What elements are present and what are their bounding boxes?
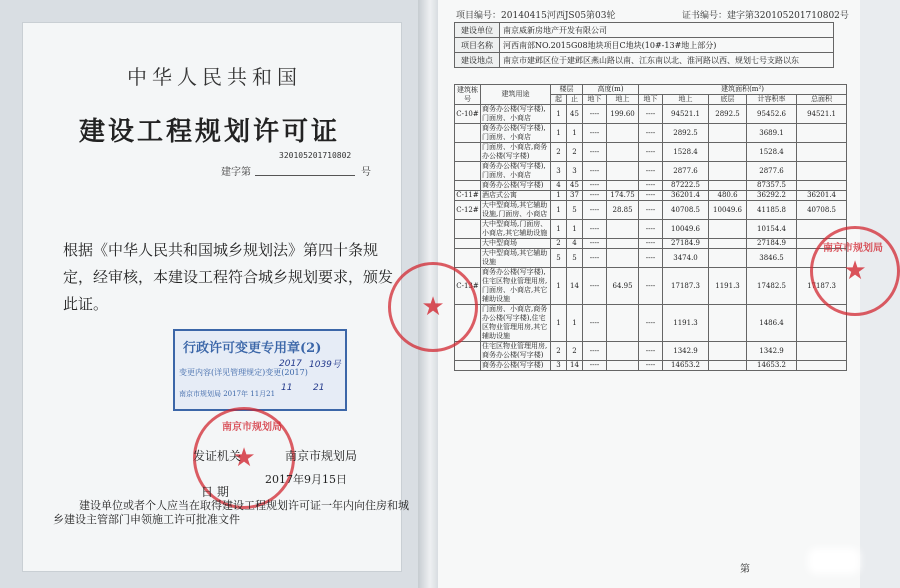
certificate-page bbox=[0, 0, 418, 588]
col-floors: 楼层 bbox=[551, 85, 583, 95]
table-cell-ha bbox=[607, 249, 639, 268]
table-cell-plot: 36292.2 bbox=[747, 191, 797, 201]
table-row bbox=[455, 342, 847, 361]
table-cell-end: 5 bbox=[567, 249, 583, 268]
certificate-number-suffix: 号 bbox=[361, 167, 371, 178]
change-stamp-title: 行政许可变更专用章(2) bbox=[183, 341, 322, 356]
table-row bbox=[455, 220, 847, 239]
table-cell-end: 4 bbox=[567, 239, 583, 249]
table-cell-bld: C-12# bbox=[455, 201, 481, 220]
table-cell-aa: 27184.9 bbox=[663, 239, 709, 249]
table-cell-base bbox=[709, 124, 747, 143]
table-cell-aa: 1528.4 bbox=[663, 143, 709, 162]
table-cell-ha bbox=[607, 305, 639, 342]
table-cell-bld: C-11# bbox=[456, 191, 479, 199]
table-cell-end: 45 bbox=[567, 105, 583, 124]
table-cell-total bbox=[797, 361, 847, 371]
certificate-number-prefix: 建字第 bbox=[221, 167, 251, 178]
table-cell-start: 1 bbox=[551, 105, 567, 124]
info-row bbox=[455, 38, 834, 53]
col-area-above: 地上 bbox=[663, 95, 709, 105]
table-cell-aa: 40708.5 bbox=[663, 201, 709, 220]
table-cell-base bbox=[709, 305, 747, 342]
col-area-base: 底层 bbox=[709, 95, 747, 105]
table-row bbox=[455, 268, 847, 305]
info-label: 项目名称 bbox=[455, 38, 500, 53]
table-cell-hu: ---- bbox=[583, 201, 607, 220]
table-cell-start: 4 bbox=[551, 181, 567, 191]
project-info-table bbox=[454, 22, 834, 68]
table-cell-start: 2 bbox=[551, 342, 567, 361]
table-cell-base: 10049.6 bbox=[709, 201, 747, 220]
table-cell-start: 1 bbox=[551, 305, 567, 342]
table-cell-bld bbox=[455, 361, 481, 371]
date-label: 日 期 bbox=[201, 485, 229, 499]
table-cell-au: ---- bbox=[639, 268, 663, 305]
table-cell-aa: 3474.0 bbox=[663, 249, 709, 268]
col-height: 高度(m) bbox=[583, 85, 639, 95]
table-cell-base bbox=[709, 239, 747, 249]
table-cell-au: ---- bbox=[639, 181, 663, 191]
table-cell-start: 2 bbox=[551, 239, 567, 249]
seal-star-icon: ★ bbox=[421, 292, 445, 322]
table-cell-au: ---- bbox=[639, 191, 663, 201]
certificate-basis-text: 根据《中华人民共和国城乡规划法》第四十条规定，经审核，本建设工程符合城乡规划要求，颁发此证。 bbox=[63, 241, 394, 313]
info-label: 建设地点 bbox=[455, 53, 500, 68]
table-cell-base bbox=[709, 143, 747, 162]
table-row bbox=[455, 143, 847, 162]
table-row bbox=[455, 105, 847, 124]
table-cell-use: 商务办公楼(写字楼),门面房、小商店 bbox=[481, 124, 551, 143]
table-cell-aa: 14653.2 bbox=[663, 361, 709, 371]
table-cell-use: 大中型商场 bbox=[481, 239, 551, 249]
table-cell-plot: 17482.5 bbox=[747, 268, 797, 305]
table-row bbox=[455, 124, 847, 143]
col-area: 建筑面积(m²) bbox=[639, 85, 847, 95]
table-cell-hu: ---- bbox=[583, 249, 607, 268]
table-cell-start: 2 bbox=[551, 143, 567, 162]
table-cell-au: ---- bbox=[639, 162, 663, 181]
table-cell-au: ---- bbox=[639, 361, 663, 371]
table-cell-bld: C-13# bbox=[455, 268, 481, 305]
cert-number-label: 证书编号： bbox=[682, 11, 728, 21]
cert-number bbox=[682, 8, 849, 21]
table-cell-end: 1 bbox=[567, 305, 583, 342]
info-value: 南京市建邺区位于建邺区燕山路以南、江东南以北、淮河路以西、规划七号支路以东 bbox=[500, 53, 834, 68]
col-area-total: 总面积 bbox=[797, 95, 847, 105]
table-cell-end: 2 bbox=[567, 342, 583, 361]
issue-date: 2017年9月15日 bbox=[265, 473, 347, 486]
table-row bbox=[455, 201, 847, 220]
table-cell-base bbox=[709, 181, 747, 191]
table-cell-au: ---- bbox=[639, 201, 663, 220]
cert-number-value: 建字第320105201710802号 bbox=[727, 11, 849, 21]
table-cell-plot: 1342.9 bbox=[747, 342, 797, 361]
table-cell-ha bbox=[607, 239, 639, 249]
table-cell-ha: 28.85 bbox=[607, 201, 639, 220]
table-cell-hu: ---- bbox=[583, 181, 607, 191]
table-cell-base: 480.6 bbox=[709, 191, 747, 201]
table-cell-hu: ---- bbox=[583, 239, 607, 249]
attachment-seal-text: 南京市规划局 bbox=[823, 243, 883, 254]
building-table-body bbox=[455, 105, 847, 371]
table-cell-aa: 10049.6 bbox=[663, 220, 709, 239]
info-label: 建设单位 bbox=[455, 23, 500, 38]
table-cell-ha: 199.60 bbox=[607, 105, 639, 124]
table-cell-hu: ---- bbox=[583, 191, 607, 201]
table-row bbox=[455, 191, 847, 201]
table-cell-aa: 2892.5 bbox=[663, 124, 709, 143]
table-cell-ha bbox=[607, 162, 639, 181]
table-cell-hu: ---- bbox=[583, 342, 607, 361]
issuer-value: 南京市规划局 bbox=[285, 449, 358, 463]
table-cell-start: 3 bbox=[551, 361, 567, 371]
table-cell-hu: ---- bbox=[583, 143, 607, 162]
project-number-value: 20140415河西JS05第03轮 bbox=[501, 11, 616, 21]
seal-star-icon: ★ bbox=[232, 443, 256, 473]
table-cell-use: 商务办公楼(写字楼) bbox=[481, 181, 551, 191]
table-cell-aa: 87222.5 bbox=[663, 181, 709, 191]
table-row bbox=[455, 162, 847, 181]
table-cell-au: ---- bbox=[639, 124, 663, 143]
col-start: 起 bbox=[551, 95, 567, 105]
table-cell-base: 1191.3 bbox=[709, 268, 747, 305]
attachment-page bbox=[421, 0, 883, 588]
table-cell-use: 门面房、小商店,商务办公楼(写字楼) bbox=[481, 143, 551, 162]
issuer-label: 发证机关 bbox=[193, 449, 242, 463]
table-cell-base bbox=[709, 162, 747, 181]
change-stamp bbox=[173, 329, 347, 411]
table-cell-au: ---- bbox=[639, 249, 663, 268]
table-cell-bld bbox=[455, 342, 481, 361]
table-cell-hu: ---- bbox=[583, 220, 607, 239]
certificate-title: 建设工程规划许可证 bbox=[79, 117, 341, 147]
table-cell-aa: 17187.3 bbox=[663, 268, 709, 305]
table-cell-start: 1 bbox=[551, 220, 567, 239]
table-cell-base: 2892.5 bbox=[709, 105, 747, 124]
attachment-seal-left bbox=[388, 262, 478, 352]
table-cell-bld bbox=[455, 143, 481, 162]
table-cell-use: 商务办公楼(写字楼),门面房、小商店 bbox=[481, 162, 551, 181]
handwritten-number: 1039号 bbox=[309, 360, 341, 370]
table-cell-ha: 64.95 bbox=[607, 268, 639, 305]
table-cell-total: 94521.1 bbox=[797, 105, 847, 124]
table-cell-bld bbox=[455, 162, 481, 181]
building-table bbox=[454, 84, 847, 371]
table-cell-ha bbox=[607, 181, 639, 191]
table-cell-bld bbox=[455, 181, 481, 191]
table-cell-au: ---- bbox=[639, 105, 663, 124]
table-cell-use: 门面房、小商店,商务办公楼(写字楼),住宅区物业管理用房,其它辅助设施 bbox=[481, 305, 551, 342]
table-row bbox=[455, 361, 847, 371]
table-cell-use: 大中型商场,门面房、小商店,其它辅助设施 bbox=[481, 220, 551, 239]
handwritten-day: 21 bbox=[313, 383, 325, 393]
table-cell-plot: 3689.1 bbox=[747, 124, 797, 143]
table-cell-use: 大中型商场,其它辅助设施 bbox=[481, 249, 551, 268]
project-number bbox=[456, 8, 616, 21]
table-cell-plot: 41185.8 bbox=[747, 201, 797, 220]
col-area-under: 地下 bbox=[639, 95, 663, 105]
table-cell-total: 17187.3 bbox=[797, 268, 847, 305]
info-value: 南京威新房地产开发有限公司 bbox=[500, 23, 834, 38]
info-row bbox=[455, 23, 834, 38]
table-cell-ha bbox=[607, 124, 639, 143]
table-cell-end: 45 bbox=[567, 181, 583, 191]
table-cell-end: 2 bbox=[567, 143, 583, 162]
table-cell-bld bbox=[455, 124, 481, 143]
change-stamp-line1: 变更内容(详见管理规定)变更(2017) bbox=[179, 368, 308, 377]
col-height-above: 地上 bbox=[607, 95, 639, 105]
info-value: 河西南部NO.2015G08地块项目C地块(10#-13#地上部分) bbox=[500, 38, 834, 53]
table-cell-bld bbox=[455, 239, 481, 249]
table-cell-end: 37 bbox=[567, 191, 583, 201]
table-cell-au: ---- bbox=[639, 143, 663, 162]
table-cell-hu: ---- bbox=[583, 305, 607, 342]
table-cell-end: 1 bbox=[567, 220, 583, 239]
table-cell-ha: 174.75 bbox=[607, 191, 639, 201]
table-cell-plot: 1486.4 bbox=[747, 305, 797, 342]
handwritten-year: 2017 bbox=[279, 359, 302, 369]
table-cell-end: 14 bbox=[567, 361, 583, 371]
table-cell-use: 酒店式公寓 bbox=[481, 191, 551, 201]
seal-star-icon: ★ bbox=[843, 256, 867, 286]
project-number-label: 项目编号： bbox=[456, 11, 502, 21]
table-cell-aa: 1191.3 bbox=[663, 305, 709, 342]
table-cell-ha bbox=[607, 342, 639, 361]
table-cell-total: 40708.5 bbox=[797, 201, 847, 220]
table-cell-use: 商务办公楼(写字楼) bbox=[481, 361, 551, 371]
table-cell-plot: 1528.4 bbox=[747, 143, 797, 162]
table-cell-bld bbox=[455, 220, 481, 239]
col-building-no: 建筑栋号 bbox=[455, 85, 481, 105]
certificate-notice: 建设单位或者个人应当在取得建设工程规划许可证一年内向住房和城乡建设主管部门申领施工许可批准文件 bbox=[53, 499, 409, 526]
table-cell-use: 住宅区物业管理用房,商务办公楼(写字楼) bbox=[481, 342, 551, 361]
table-cell-hu: ---- bbox=[583, 162, 607, 181]
table-cell-plot: 95452.6 bbox=[747, 105, 797, 124]
table-cell-au: ---- bbox=[639, 305, 663, 342]
table-cell-aa: 36201.4 bbox=[663, 191, 709, 201]
col-use: 建筑用途 bbox=[481, 85, 551, 105]
issuer-seal-text: 南京市规划局 bbox=[222, 422, 282, 433]
certificate-number: 320105201710802 bbox=[279, 151, 352, 160]
table-cell-plot: 10154.4 bbox=[747, 220, 797, 239]
table-cell-hu: ---- bbox=[583, 124, 607, 143]
table-cell-start: 1 bbox=[551, 201, 567, 220]
table-cell-use: 大中型商场,其它辅助设施,门面房、小商店 bbox=[481, 201, 551, 220]
watermark-blur bbox=[808, 548, 860, 574]
table-cell-start: 5 bbox=[551, 249, 567, 268]
table-cell-end: 5 bbox=[567, 201, 583, 220]
col-height-under: 地下 bbox=[583, 95, 607, 105]
table-cell-use: 商务办公楼(写字楼),住宅区物业管理用房,门面房、小商店,其它辅助设施 bbox=[481, 268, 551, 305]
table-cell-plot: 27184.9 bbox=[747, 239, 797, 249]
table-cell-start: 3 bbox=[551, 162, 567, 181]
table-cell-total bbox=[797, 143, 847, 162]
table-cell-total: 36201.4 bbox=[797, 191, 847, 201]
attachment-seal-right bbox=[810, 226, 900, 316]
table-cell-plot: 3846.5 bbox=[747, 249, 797, 268]
table-cell-total bbox=[797, 162, 847, 181]
table-cell-end: 14 bbox=[567, 268, 583, 305]
certificate-sheet bbox=[22, 22, 409, 572]
table-cell-ha bbox=[607, 220, 639, 239]
table-cell-ha bbox=[607, 143, 639, 162]
table-cell-bld: C-10# bbox=[455, 105, 481, 124]
table-cell-ha bbox=[607, 361, 639, 371]
table-cell-total bbox=[797, 342, 847, 361]
country-name: 中华人民共和国 bbox=[127, 65, 302, 89]
table-cell-au: ---- bbox=[639, 342, 663, 361]
table-cell-aa: 1342.9 bbox=[663, 342, 709, 361]
table-row bbox=[455, 249, 847, 268]
table-row bbox=[455, 181, 847, 191]
col-end: 止 bbox=[567, 95, 583, 105]
table-cell-aa: 94521.1 bbox=[663, 105, 709, 124]
table-cell-hu: ---- bbox=[583, 268, 607, 305]
table-cell-end: 3 bbox=[567, 162, 583, 181]
table-cell-end: 1 bbox=[567, 124, 583, 143]
table-cell-bld bbox=[455, 249, 481, 268]
table-cell-base bbox=[709, 220, 747, 239]
table-row bbox=[455, 239, 847, 249]
col-area-plot: 计容积率 bbox=[747, 95, 797, 105]
table-cell-hu: ---- bbox=[583, 105, 607, 124]
info-row bbox=[455, 53, 834, 68]
table-cell-plot: 14653.2 bbox=[747, 361, 797, 371]
table-row bbox=[455, 305, 847, 342]
table-cell-base bbox=[709, 342, 747, 361]
page-number-label: 第 bbox=[740, 564, 750, 575]
table-cell-base bbox=[709, 361, 747, 371]
table-cell-plot: 87357.5 bbox=[747, 181, 797, 191]
table-cell-use: 商务办公楼(写字楼),门面房、小商店 bbox=[481, 105, 551, 124]
change-stamp-line2: 南京市规划局 2017年 11月21 bbox=[179, 390, 276, 398]
table-cell-aa: 2877.6 bbox=[663, 162, 709, 181]
table-cell-hu: ---- bbox=[583, 361, 607, 371]
table-cell-total bbox=[797, 181, 847, 191]
table-cell-base bbox=[709, 249, 747, 268]
table-cell-plot: 2877.6 bbox=[747, 162, 797, 181]
certificate-number-underline bbox=[255, 175, 355, 176]
table-cell-total bbox=[797, 124, 847, 143]
table-cell-start: 1 bbox=[551, 124, 567, 143]
table-cell-au: ---- bbox=[639, 220, 663, 239]
handwritten-month: 11 bbox=[281, 383, 293, 393]
table-cell-start: 1 bbox=[551, 268, 567, 305]
table-cell-start: 1 bbox=[551, 191, 567, 201]
table-cell-au: ---- bbox=[639, 239, 663, 249]
